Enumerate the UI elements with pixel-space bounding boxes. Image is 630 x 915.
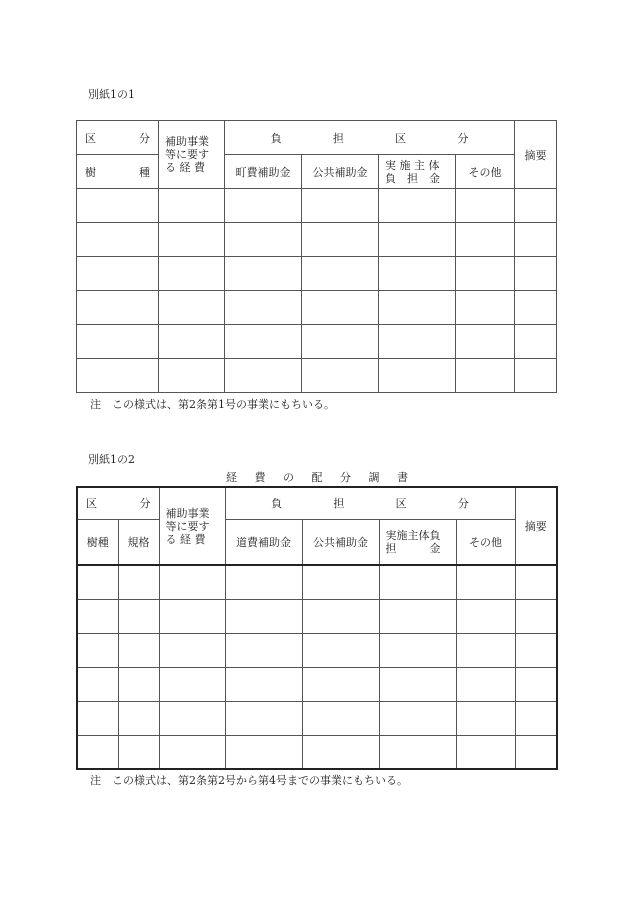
species-header: 樹 種 — [77, 155, 159, 189]
prefecture-subsidy-header: 道費補助金 — [225, 519, 302, 565]
form1-label: 別紙1の1 — [88, 88, 135, 101]
table-row — [77, 257, 557, 291]
table-row — [77, 189, 557, 223]
form1-table — [76, 120, 557, 393]
table-row — [77, 565, 557, 599]
remarks-header: 摘要 — [515, 487, 557, 565]
public-subsidy-header: 公共補助金 — [302, 519, 379, 565]
form1-note: 注 この様式は、第2条第1号の事業にもちいる。 — [90, 398, 335, 411]
table-row — [77, 359, 557, 393]
burden-header: 負 担 区 分 — [225, 487, 515, 519]
cost-header: 補助事業 等に要す る 経 費 — [159, 487, 225, 565]
form2-note: 注 この様式は、第2条第2号から第4号までの事業にもちいる。 — [90, 774, 408, 787]
burden-header: 負 担 区 分 — [225, 121, 515, 155]
kubun-header: 区 分 — [77, 121, 159, 155]
table-row — [77, 667, 557, 701]
table-row — [77, 599, 557, 633]
other-header: その他 — [456, 519, 515, 565]
table-row — [77, 291, 557, 325]
table-row — [77, 701, 557, 735]
form2-table — [76, 486, 558, 770]
other-header: その他 — [456, 155, 515, 189]
public-subsidy-header: 公共補助金 — [302, 155, 379, 189]
kubun-header: 区 分 — [77, 487, 159, 519]
remarks-header: 摘要 — [515, 121, 557, 189]
table-row — [77, 633, 557, 667]
town-subsidy-header: 町費補助金 — [225, 155, 302, 189]
entity-burden-header: 実施主体負 担 金 — [379, 519, 456, 565]
form2-title: 経 費 の 配 分 調 書 — [226, 471, 408, 484]
spec-header: 規格 — [118, 519, 159, 565]
cost-header: 補助事業 等に要す る 経 費 — [159, 121, 225, 189]
table-row — [77, 223, 557, 257]
species-header: 樹種 — [77, 519, 118, 565]
table-row — [77, 735, 557, 769]
table-row — [77, 325, 557, 359]
form2-label: 別紙1の2 — [88, 453, 135, 466]
entity-burden-header: 実 施 主 体 負 担 金 — [379, 155, 456, 189]
